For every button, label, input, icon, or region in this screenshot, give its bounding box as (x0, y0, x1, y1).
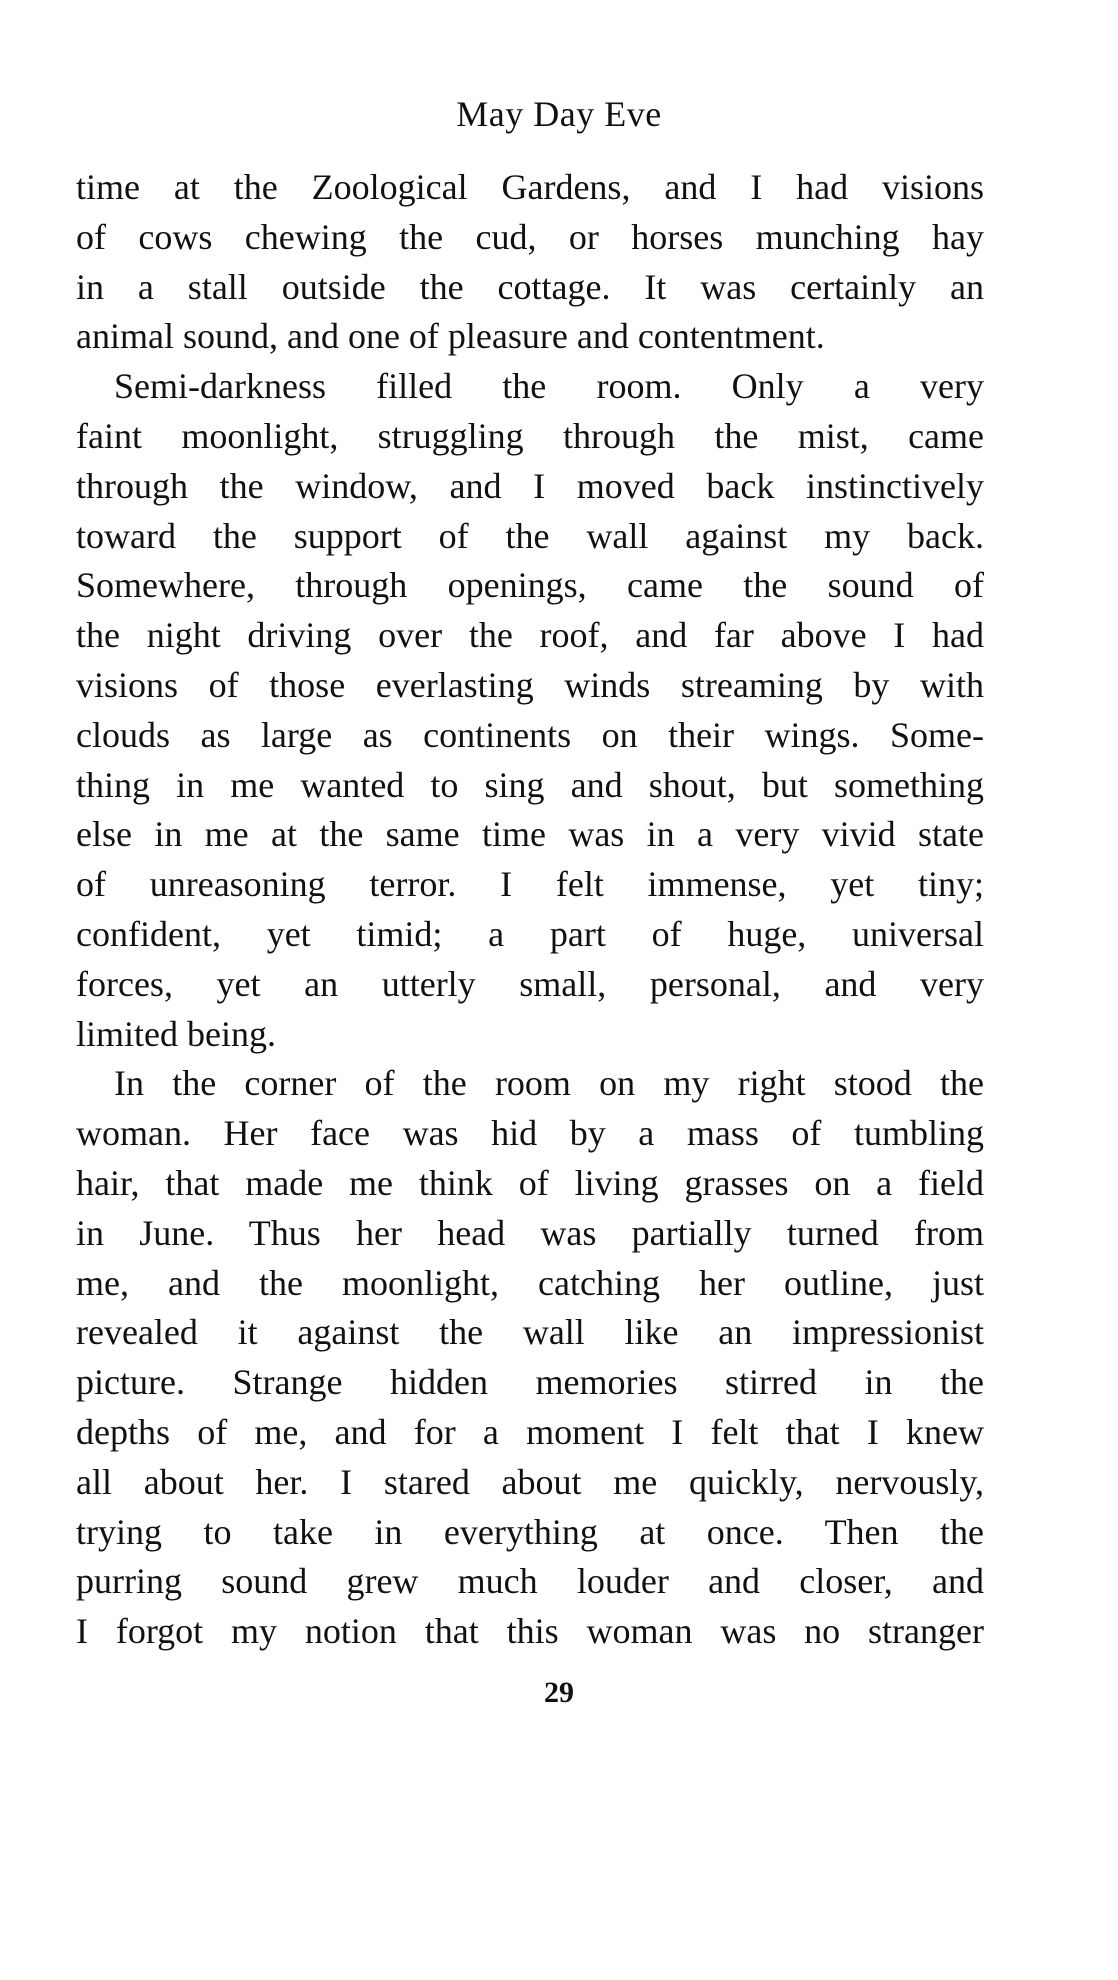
text-line: of cows chewing the cud, or horses munching hay (76, 216, 984, 257)
text-line: Semi-darkness filled the room. Only a very (114, 366, 984, 407)
text-line: depths of me, and for a moment I felt that I knew (76, 1411, 984, 1452)
text-line: woman. Her face was hid by a mass of tumbling (76, 1113, 984, 1154)
text-line: confident, yet timid; a part of huge, universal (76, 913, 984, 954)
text-line: the night driving over the roof, and far above I had (76, 615, 984, 656)
body-text (76, 163, 984, 1657)
text-line: me, and the moonlight, catching her outline, just (76, 1262, 984, 1303)
text-line: Somewhere, through openings, came the sound of (76, 565, 984, 606)
text-line: faint moonlight, struggling through the mist, came (76, 415, 984, 456)
text-line: else in me at the same time was in a very vivid state (76, 814, 984, 855)
text-line: hair, that made me think of living grasses on a field (76, 1162, 984, 1203)
text-line: purring sound grew much louder and closer, and (76, 1561, 984, 1602)
running-head: May Day Eve (456, 94, 662, 134)
paragraph-3 (76, 1059, 984, 1657)
text-line: in June. Thus her head was partially turned from (76, 1212, 984, 1253)
text-line: through the window, and I moved back instinctively (76, 465, 984, 506)
text-line: In the corner of the room on my right stood the (114, 1063, 984, 1104)
text-line: animal sound, and one of pleasure and contentment. (76, 316, 825, 357)
text-line: clouds as large as continents on their wings. Some- (76, 714, 984, 755)
text-line: trying to take in everything at once. Then the (76, 1511, 984, 1552)
text-line: of unreasoning terror. I felt immense, yet tiny; (76, 864, 984, 905)
text-line: visions of those everlasting winds streaming by with (76, 664, 984, 705)
text-line: in a stall outside the cottage. It was certainly an (76, 266, 984, 307)
text-line: thing in me wanted to sing and shout, but something (76, 764, 984, 805)
text-line: I forgot my notion that this woman was no stranger (76, 1611, 984, 1652)
text-line: time at the Zoological Gardens, and I had visions (76, 167, 984, 207)
page-number: 29 (544, 1676, 574, 1709)
text-line: all about her. I stared about me quickly, nervously, (76, 1461, 984, 1502)
paragraph-2 (76, 362, 984, 1059)
text-line: picture. Strange hidden memories stirred in the (76, 1362, 984, 1403)
paragraph-1 (76, 163, 984, 362)
text-line: forces, yet an utterly small, personal, and very (76, 963, 984, 1004)
text-line: limited being. (76, 1013, 276, 1054)
text-line: revealed it against the wall like an impressionist (76, 1312, 984, 1353)
text-line: toward the support of the wall against my back. (76, 515, 984, 556)
